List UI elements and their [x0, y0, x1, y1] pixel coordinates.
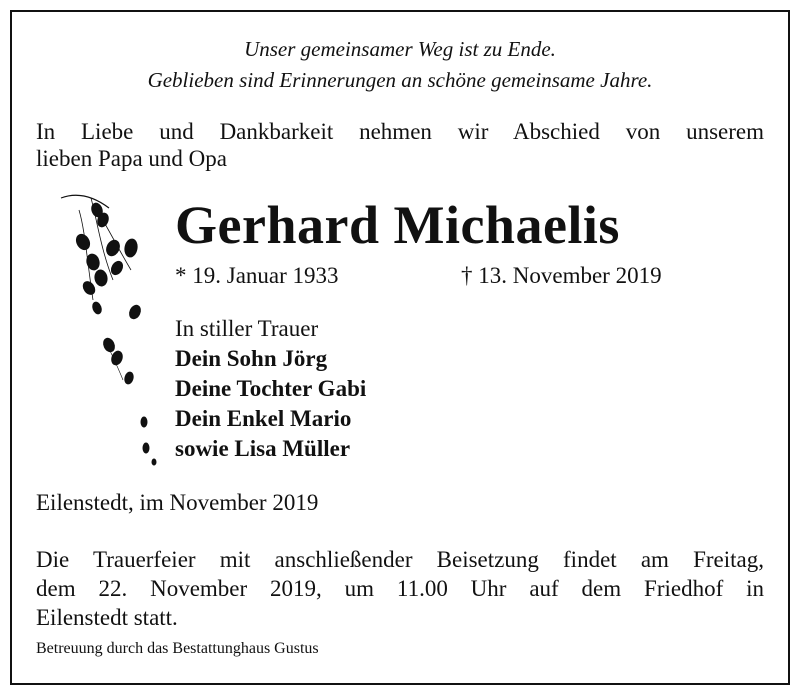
funeral-line-2: dem 22. November 2019, um 11.00 Uhr auf dem Friedhof in [36, 576, 764, 601]
birch-branch-icon [57, 190, 157, 470]
mourner-name: Dein Sohn Jörg [175, 346, 328, 371]
deceased-name: Gerhard Michaelis [175, 195, 620, 255]
intro-text [36, 118, 764, 172]
funeral-line-3: Eilenstedt statt. [36, 605, 178, 630]
intro-line-1: In Liebe und Dankbarkeit nehmen wir Abschied von unserem [36, 119, 764, 144]
mourners-heading: In stiller Trauer [175, 316, 319, 341]
place-and-date: Eilenstedt, im November 2019 [36, 490, 319, 515]
mourner-name: sowie Lisa Müller [175, 436, 351, 461]
mourner-name: Deine Tochter Gabi [175, 376, 367, 401]
motto-line-2: Geblieben sind Erinnerungen an schöne gemeinsame Jahre. [147, 68, 653, 92]
obituary-notice [10, 10, 790, 685]
funeral-notice [36, 545, 764, 632]
funeral-line-1: Die Trauerfeier mit anschließender Beisetzung findet am Freitag, [36, 547, 764, 572]
motto-line-1: Unser gemeinsamer Weg ist zu Ende. [244, 37, 556, 61]
death-date: † 13. November 2019 [461, 263, 662, 288]
intro-line-2: lieben Papa und Opa [36, 146, 227, 171]
mourner-name: Dein Enkel Mario [175, 406, 352, 431]
funeral-home-credit: Betreuung durch das Bestattunghaus Gustus [36, 640, 319, 657]
motto [12, 34, 788, 96]
birth-date: * 19. Januar 1933 [175, 263, 339, 288]
